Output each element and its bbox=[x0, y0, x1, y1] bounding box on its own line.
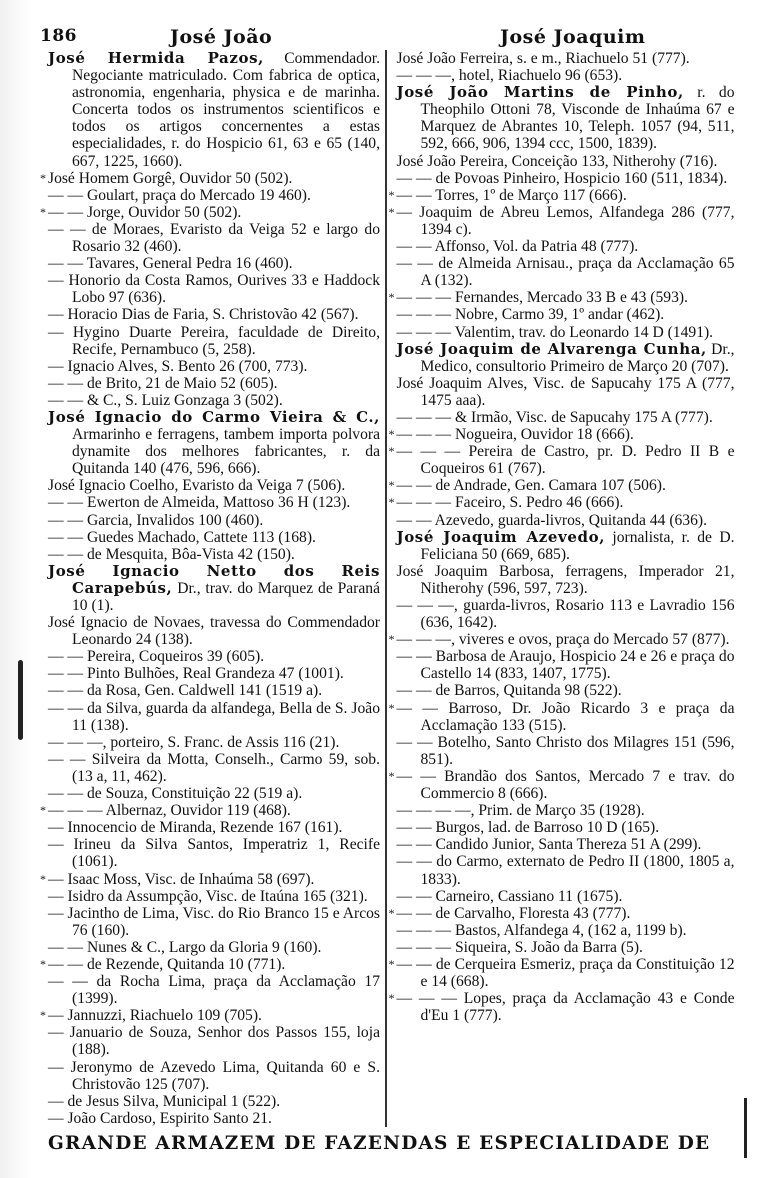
directory-entry bbox=[48, 392, 380, 409]
entry-text: — — de Brito, 21 de Maio 52 (605). bbox=[48, 374, 278, 392]
directory-entry bbox=[48, 324, 380, 358]
entry-text: José Homem Gorgê, Ouvidor 50 (502). bbox=[48, 169, 293, 187]
directory-entry bbox=[397, 84, 735, 152]
entry-text: Dr., Medico, consultorio Primeiro de Março 20 (707). bbox=[420, 340, 735, 375]
directory-entry bbox=[48, 272, 380, 306]
entry-name-bold: José Joaquim Azevedo, bbox=[396, 527, 606, 546]
entry-text: — — de Moraes, Evaristo da Veiga 52 e largo do Rosario 32 (460). bbox=[48, 220, 380, 256]
entry-text: — — de Andrade, Gen. Camara 107 (506). bbox=[396, 477, 666, 495]
directory-entry bbox=[48, 1059, 380, 1093]
entry-text: — Isidro da Assumpção, Visc. de Itaúna 165 (321). bbox=[48, 887, 368, 905]
entry-text: José Joaquim Barbosa, ferragens, Imperador 21, Nitherohy (596, 597, 723). bbox=[396, 562, 735, 597]
directory-entry bbox=[40, 169, 380, 187]
entry-text: — — da Rocha Lima, praça da Acclamação 17 (1399). bbox=[48, 973, 380, 1008]
directory-entry bbox=[397, 682, 735, 699]
directory-entry bbox=[48, 973, 380, 1007]
asterisk-marker: * bbox=[388, 632, 395, 647]
entry-text: — — Azevedo, guarda-livros, Quitanda 44 (636). bbox=[396, 511, 707, 529]
directory-entry bbox=[388, 443, 735, 478]
entry-name-bold: José João Martins de Pinho, bbox=[396, 83, 684, 102]
right-running-head: José Joaquim bbox=[500, 26, 646, 48]
entry-text: — — de Mesquita, Bôa-Vista 42 (150). bbox=[48, 545, 295, 563]
directory-entry bbox=[48, 494, 380, 511]
entry-text: — — de Barros, Quitanda 98 (522). bbox=[396, 682, 622, 700]
entry-text: — — da Silva, guarda da alfandega, Bella de S. João 11 (138). bbox=[48, 699, 380, 734]
directory-entry bbox=[397, 529, 735, 563]
entry-text: — — & C., S. Luiz Gonzaga 3 (502). bbox=[48, 391, 283, 409]
entry-text: Armarinho e ferragens, tambem importa polvora dynamite dos melhores fabricantes, r. da Quitanda 140 (476, 596, 666). bbox=[72, 426, 380, 478]
directory-entry bbox=[388, 186, 735, 204]
entry-text: — — Barbosa de Araujo, Hospicio 24 e 26 e praça do Castello 14 (833, 1407, 1775). bbox=[396, 648, 735, 683]
entry-text: — — Guedes Machado, Cattete 113 (168). bbox=[48, 528, 316, 546]
directory-entry bbox=[40, 203, 380, 221]
directory-entry bbox=[388, 767, 735, 803]
asterisk-marker: * bbox=[40, 170, 46, 185]
directory-entry bbox=[40, 870, 380, 888]
entry-text: — — —, viveres e ovos, praça do Mercado 57 (877). bbox=[396, 631, 730, 649]
directory-entry bbox=[397, 922, 735, 939]
directory-entry bbox=[40, 1007, 380, 1025]
entry-text: — — — Nobre, Carmo 39, 1º andar (462). bbox=[396, 306, 665, 324]
directory-entry bbox=[48, 375, 380, 392]
entry-text: — Januario de Souza, Senhor dos Passos 155, loja (188). bbox=[48, 1024, 380, 1059]
entry-text: — — — Valentim, trav. do Leonardo 14 D (1491). bbox=[396, 323, 714, 341]
entry-text: — — Brandão dos Santos, Mercado 7 e trav. do Commercio 8 (666). bbox=[396, 767, 735, 803]
entry-text: — — de Cerqueira Esmeriz, praça da Constituição 12 e 14 (668). bbox=[396, 955, 735, 991]
directory-entry bbox=[48, 905, 380, 939]
entry-text: — — — Lopes, praça da Acclamação 43 e Conde d'Eu 1 (777). bbox=[396, 990, 735, 1025]
left-column bbox=[40, 49, 380, 1127]
directory-entry bbox=[48, 819, 380, 836]
page-number: 186 bbox=[40, 26, 77, 46]
directory-entry bbox=[40, 955, 380, 973]
entry-text: Commendador. Negociante matriculado. Com fabrica de optica, astronomia, engenharia, physica e de marinha. Concerta todos os instrumentos scientificos e todos os artigos concernentes a estas especialidades, r. do Hospicio 61, 63 e 65 (140, 667, 1225, 1660). bbox=[72, 50, 380, 170]
entry-text: — — — Pereira de Castro, pr. D. Pedro II B e Coqueiros 61 (767). bbox=[396, 443, 735, 478]
entry-text: — — Affonso, Vol. da Patria 48 (777). bbox=[396, 238, 639, 256]
directory-entry bbox=[397, 836, 735, 853]
entry-name-bold: José Ignacio Netto dos Reis Carapebús, bbox=[48, 561, 380, 597]
directory-entry bbox=[48, 306, 380, 323]
asterisk-marker: * bbox=[388, 495, 395, 510]
asterisk-marker: * bbox=[40, 1008, 46, 1023]
entry-text: — — — Fernandes, Mercado 33 B e 43 (593). bbox=[396, 289, 688, 307]
entry-text: — Hygino Duarte Pereira, faculdade de Direito, Recife, Pernambuco (5, 258). bbox=[48, 323, 380, 358]
directory-entry bbox=[397, 255, 735, 289]
asterisk-marker: * bbox=[388, 478, 395, 493]
directory-entry bbox=[388, 426, 735, 444]
entry-text: — Irineu da Silva Santos, Imperatriz 1, Recife (1061). bbox=[48, 836, 380, 871]
directory-entry bbox=[40, 802, 380, 820]
asterisk-marker: * bbox=[40, 871, 46, 886]
directory-entry bbox=[48, 734, 380, 751]
directory-entry bbox=[48, 700, 380, 734]
entry-text: — — da Rosa, Gen. Caldwell 141 (1519 a). bbox=[48, 682, 323, 700]
directory-entry bbox=[48, 682, 380, 699]
directory-entry bbox=[397, 939, 735, 956]
entry-text: — — —, porteiro, S. Franc. de Assis 116 (21). bbox=[48, 733, 340, 751]
directory-entry bbox=[48, 648, 380, 665]
asterisk-marker: * bbox=[388, 991, 395, 1006]
directory-entry bbox=[388, 203, 735, 238]
entry-text: — — Pereira, Coqueiros 39 (605). bbox=[48, 648, 265, 666]
directory-entry bbox=[397, 563, 735, 597]
entry-text: José João Ferreira, s. e m., Riachuelo 51 (777). bbox=[396, 50, 690, 67]
entry-text: — — — Nogueira, Ouvidor 18 (666). bbox=[396, 426, 634, 444]
entry-name-bold: José Joaquim de Alvarenga Cunha, bbox=[396, 339, 707, 358]
directory-entry bbox=[48, 546, 380, 563]
directory-entry bbox=[397, 512, 735, 529]
directory-entry bbox=[397, 597, 735, 631]
directory-entry bbox=[48, 888, 380, 905]
entry-text: — de Jesus Silva, Municipal 1 (522). bbox=[48, 1092, 281, 1110]
directory-entry bbox=[397, 853, 735, 887]
entry-name-bold: José Hermida Pazos, bbox=[48, 49, 264, 67]
directory-entry bbox=[48, 836, 380, 870]
asterisk-marker: * bbox=[388, 187, 395, 202]
entry-text: José João Pereira, Conceição 133, Nitherohy (716). bbox=[396, 152, 718, 170]
directory-entry bbox=[388, 494, 735, 512]
directory-entry bbox=[48, 1093, 380, 1110]
entry-text: — — — Faceiro, S. Pedro 46 (666). bbox=[396, 494, 624, 512]
directory-entry bbox=[397, 648, 735, 682]
directory-entry bbox=[388, 477, 735, 495]
directory-entry bbox=[48, 477, 380, 494]
entry-text: — — Torres, 1º de Março 117 (666). bbox=[396, 186, 627, 204]
entry-text: — — Candido Junior, Santa Thereza 51 A (299). bbox=[396, 836, 702, 854]
column-divider bbox=[385, 50, 387, 1127]
two-column-layout bbox=[40, 49, 738, 1127]
asterisk-marker: * bbox=[40, 204, 46, 219]
directory-entry bbox=[388, 631, 735, 649]
entry-text: — Ignacio Alves, S. Bento 26 (700, 773). bbox=[48, 357, 308, 375]
directory-entry bbox=[48, 255, 380, 272]
directory-entry bbox=[397, 888, 735, 905]
entry-text: — — Pinto Bulhões, Real Grandeza 47 (1001). bbox=[48, 665, 344, 683]
asterisk-marker: * bbox=[40, 803, 46, 818]
left-running-head: José João bbox=[170, 26, 273, 48]
entry-text: — Honorio da Costa Ramos, Ourives 33 e Haddock Lobo 97 (636). bbox=[48, 272, 380, 307]
asterisk-marker: * bbox=[388, 905, 395, 920]
entry-text: — Joaquim de Abreu Lemos, Alfandega 286 (777, 1394 c). bbox=[396, 203, 735, 238]
directory-entry bbox=[397, 238, 735, 255]
directory-entry bbox=[397, 324, 735, 341]
asterisk-marker: * bbox=[388, 768, 395, 783]
directory-entry bbox=[48, 785, 380, 802]
directory-entry bbox=[397, 802, 735, 819]
entry-text: — — Ewerton de Almeida, Mattoso 36 H (123). bbox=[48, 494, 351, 512]
asterisk-marker: * bbox=[388, 444, 395, 459]
entry-text: — — Silveira da Motta, Conselh., Carmo 59, sob. (13 a, 11, 462). bbox=[48, 750, 380, 785]
asterisk-marker: * bbox=[388, 204, 395, 219]
directory-entry bbox=[48, 614, 380, 648]
directory-entry bbox=[48, 529, 380, 546]
entry-text: José Ignacio Coelho, Evaristo da Veiga 7 (506). bbox=[48, 477, 346, 495]
directory-entry bbox=[48, 358, 380, 375]
directory-entry bbox=[48, 187, 380, 204]
directory-entry bbox=[48, 665, 380, 682]
entry-text: — — de Rezende, Quitanda 10 (771). bbox=[48, 955, 286, 973]
right-column bbox=[388, 50, 735, 1127]
entry-text: — — Barroso, Dr. João Ricardo 3 e praça da Acclamação 133 (515). bbox=[396, 699, 735, 734]
entry-text: José Joaquim Alves, Visc. de Sapucahy 175 A (777, 1475 aaa). bbox=[396, 374, 735, 409]
entry-text: jornalista, r. de D. Feliciana 50 (669, 685). bbox=[420, 528, 735, 563]
directory-entry bbox=[48, 563, 380, 614]
directory-entry bbox=[388, 699, 735, 734]
directory-entry bbox=[397, 306, 735, 323]
entry-text: — — — —, Prim. de Março 35 (1928). bbox=[396, 802, 645, 820]
directory-entry bbox=[48, 939, 380, 956]
entry-text: — — — Albernaz, Ouvidor 119 (468). bbox=[48, 802, 291, 820]
entry-text: — — —, guarda-livros, Rosario 113 e Lavradio 156 (636, 1642). bbox=[396, 597, 735, 632]
entry-text: — Innocencio de Miranda, Rezende 167 (161). bbox=[48, 819, 343, 837]
entry-name-bold: José Ignacio do Carmo Vieira & C., bbox=[48, 407, 380, 426]
entry-text: — — do Carmo, externato de Pedro II (1800, 1805 a, 1833). bbox=[396, 853, 735, 888]
entry-text: r. do Theophilo Ottoni 78, Visconde de Inhaúma 67 e Marquez de Abrantes 10, Teleph. 1057 (94, 511, 592, 666, 906, 1394 ccc, 1500, 1839). bbox=[420, 84, 735, 153]
directory-entry bbox=[388, 904, 735, 922]
directory-entry bbox=[388, 955, 735, 991]
entry-text: — Isaac Moss, Visc. de Inhaúma 58 (697). bbox=[48, 870, 315, 888]
directory-entry bbox=[48, 1024, 380, 1058]
entry-text: — — — Siqueira, S. João da Barra (5). bbox=[396, 938, 643, 956]
directory-entry bbox=[397, 375, 735, 409]
directory-entry bbox=[48, 1110, 380, 1127]
entry-text: José Ignacio de Novaes, travessa do Commendador Leonardo 24 (138). bbox=[48, 614, 380, 649]
directory-entry bbox=[397, 153, 735, 170]
asterisk-marker: * bbox=[388, 290, 395, 305]
entry-text: — — de Povoas Pinheiro, Hospicio 160 (511, 1834). bbox=[396, 169, 728, 187]
directory-entry bbox=[397, 409, 735, 426]
footer-advertisement: GRANDE ARMAZEM DE FAZENDAS E ESPECIALIDADE DE bbox=[48, 1132, 711, 1154]
directory-entry bbox=[48, 221, 380, 255]
ink-mark bbox=[744, 1098, 747, 1158]
asterisk-marker: * bbox=[388, 700, 395, 715]
directory-entry bbox=[388, 289, 735, 307]
entry-text: — Jeronymo de Azevedo Lima, Quitanda 60 e S. Christovão 125 (707). bbox=[48, 1058, 380, 1093]
entry-text: — João Cardoso, Espirito Santo 21. bbox=[48, 1109, 272, 1127]
entry-text: — — de Carvalho, Floresta 43 (777). bbox=[396, 904, 631, 922]
directory-entry bbox=[397, 341, 735, 375]
directory-entry bbox=[48, 751, 380, 785]
entry-text: — — Tavares, General Pedra 16 (460). bbox=[48, 255, 293, 273]
directory-entry bbox=[48, 512, 380, 529]
entry-text: — — Goulart, praça do Mercado 19 460). bbox=[48, 186, 311, 204]
directory-entry bbox=[388, 990, 735, 1025]
directory-entry bbox=[397, 50, 735, 67]
entry-text: — — Burgos, lad. de Barroso 10 D (165). bbox=[396, 819, 660, 837]
entry-text: — — — Bastos, Alfandega 4, (162 a, 1199 b). bbox=[396, 921, 687, 939]
entry-text: — — —, hotel, Riachuelo 96 (653). bbox=[396, 67, 623, 85]
directory-entry bbox=[397, 170, 735, 187]
entry-text: — — de Almeida Arnisau., praça da Acclamação 65 A (132). bbox=[396, 255, 735, 290]
asterisk-marker: * bbox=[388, 956, 395, 971]
entry-text: — Jannuzzi, Riachuelo 109 (705). bbox=[48, 1007, 262, 1025]
entry-text: Dr., trav. do Marquez de Paraná 10 (1). bbox=[72, 579, 380, 614]
directory-entry bbox=[397, 819, 735, 836]
entry-text: — — Garcia, Invalidos 100 (460). bbox=[48, 511, 264, 529]
entry-text: — Horacio Dias de Faria, S. Christovão 42 (567). bbox=[48, 306, 359, 324]
entry-text: — — Nunes & C., Largo da Gloria 9 (160). bbox=[48, 938, 322, 956]
entry-text: — — — & Irmão, Visc. de Sapucahy 175 A (777). bbox=[396, 408, 713, 426]
asterisk-marker: * bbox=[40, 956, 46, 971]
directory-entry bbox=[397, 67, 735, 84]
entry-text: — — Jorge, Ouvidor 50 (502). bbox=[48, 203, 242, 221]
directory-entry bbox=[48, 409, 380, 477]
entry-text: — — de Souza, Constituição 22 (519 a). bbox=[48, 785, 303, 803]
entry-text: — — Carneiro, Cassiano 11 (1675). bbox=[396, 887, 623, 905]
entry-text: — Jacintho de Lima, Visc. do Rio Branco 15 e Arcos 76 (160). bbox=[48, 904, 380, 939]
directory-entry bbox=[397, 734, 735, 768]
asterisk-marker: * bbox=[388, 427, 395, 442]
entry-text: — — Botelho, Santo Christo dos Milagres 151 (596, 851). bbox=[396, 733, 735, 768]
directory-entry bbox=[48, 50, 380, 170]
